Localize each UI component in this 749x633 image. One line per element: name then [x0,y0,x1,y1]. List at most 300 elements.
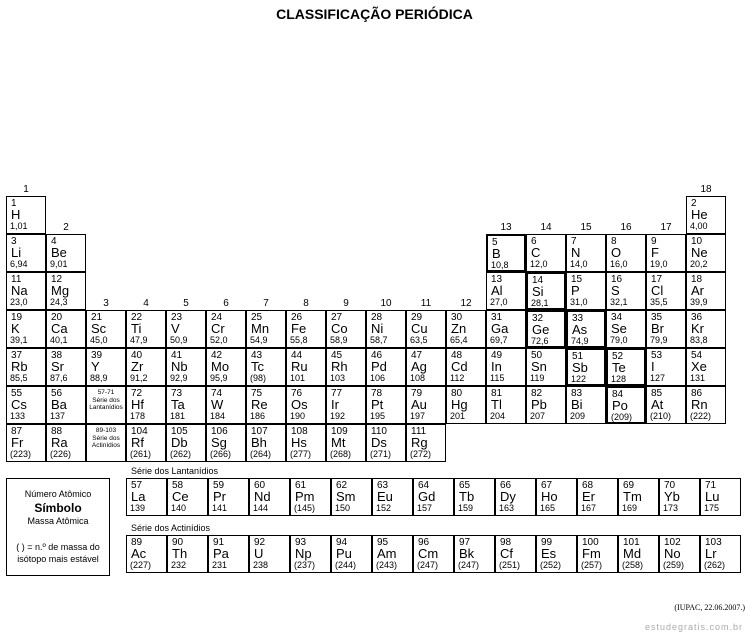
element-symbol: Nb [171,359,188,374]
atomic-number: 101 [623,537,640,548]
atomic-number: 93 [295,537,307,548]
atomic-number: 70 [664,480,676,491]
atomic-mass: 91,2 [130,373,148,383]
atomic-number: 78 [371,388,383,399]
atomic-number: 29 [411,312,423,323]
atomic-mass: (266) [210,449,232,459]
element-symbol: Cs [11,397,27,412]
element-cell-tb [454,478,495,516]
atomic-number: 12 [51,274,63,285]
atomic-mass: 231 [212,560,228,570]
atomic-mass: 232 [171,560,187,570]
atomic-number: 52 [612,351,624,362]
atomic-mass: (252) [540,560,562,570]
element-symbol: In [491,359,502,374]
atomic-mass: 27,0 [490,297,508,307]
atomic-number: 103 [705,537,722,548]
element-symbol: Er [582,489,595,504]
element-cell-br [646,310,686,348]
element-cell-tm [618,478,659,516]
atomic-mass: 163 [499,503,515,513]
atomic-mass: (210) [650,411,672,421]
atomic-number: 62 [336,480,348,491]
atomic-mass: 83,8 [690,335,708,345]
atomic-mass: 74,9 [571,336,589,346]
atomic-number: 69 [623,480,635,491]
element-cell-hf [126,386,166,424]
atomic-number: 13 [491,274,503,285]
atomic-mass: (257) [581,560,603,570]
atomic-number: 25 [251,312,263,323]
element-symbol: Te [612,360,626,375]
atomic-number: 110 [371,426,387,437]
atomic-mass: (222) [690,411,712,421]
element-symbol: Gd [418,489,436,504]
atomic-number: 45 [331,350,343,361]
atomic-mass: 4,00 [690,221,708,231]
element-symbol: Zn [451,321,467,336]
element-cell-ds [366,424,406,462]
atomic-number: 100 [582,537,599,548]
element-cell-be [46,234,86,272]
atomic-number: 108 [291,426,308,437]
atomic-mass: 238 [253,560,269,570]
element-cell-cr [206,310,246,348]
atomic-number: 87 [11,426,23,437]
atomic-number: 14 [532,275,544,286]
element-symbol: K [11,321,20,336]
element-symbol: Bk [459,546,475,561]
element-cell-sm [331,478,372,516]
element-symbol: Ds [371,435,387,450]
element-cell-cl [646,272,686,310]
element-symbol: F [651,245,659,260]
element-symbol: S [611,283,620,298]
atomic-number: 40 [131,350,143,361]
element-cell-ac [126,535,167,573]
element-symbol: Cl [651,283,664,298]
atomic-mass: 1,01 [10,221,28,231]
element-symbol: As [572,322,588,337]
element-symbol: W [211,397,224,412]
atomic-number: 17 [651,274,663,285]
element-cell-no [659,535,700,573]
atomic-mass: 16,0 [610,259,628,269]
atomic-number: 81 [491,388,503,399]
element-cell-as [566,310,606,348]
atomic-number: 86 [691,388,703,399]
atomic-number: 37 [11,350,23,361]
element-symbol: Hf [131,397,144,412]
element-symbol: Re [251,397,268,412]
legend-note-line1: ( ) = n.º de massa do [16,542,100,552]
atomic-number: 67 [541,480,553,491]
atomic-mass: (259) [663,560,685,570]
element-cell-rn [686,386,726,424]
atomic-number: 26 [291,312,303,323]
atomic-mass: 173 [663,503,679,513]
element-cell-b [486,234,526,272]
element-symbol: Md [623,546,642,561]
atomic-number: 48 [451,350,463,361]
atomic-mass: 115 [490,373,505,383]
atomic-mass: 131 [690,373,706,383]
atomic-number: 65 [459,480,471,491]
atomic-number: 63 [377,480,389,491]
element-cell-pa [208,535,249,573]
element-cell-mn [246,310,286,348]
legend-box [6,478,110,576]
element-cell-ru [286,348,326,386]
element-cell-pu [331,535,372,573]
element-symbol: Ba [51,397,67,412]
atomic-number: 57 [131,480,143,491]
element-cell-ho [536,478,577,516]
atomic-number: 30 [451,312,463,323]
atomic-mass: (261) [130,449,152,459]
atomic-number: 99 [541,537,553,548]
element-symbol: Ti [131,321,142,336]
element-cell-tc [246,348,286,386]
series-name: Série dos Actinídios [91,434,121,449]
atomic-number: 46 [371,350,383,361]
atomic-mass: (247) [417,560,439,570]
group-number-label: 15 [580,222,592,233]
atomic-mass: 54,9 [250,335,268,345]
element-symbol: Np [295,546,312,561]
atomic-mass: (262) [704,560,726,570]
element-cell-am [372,535,413,573]
atomic-mass: (145) [294,503,316,513]
element-symbol: Pd [371,359,387,374]
group-number-label: 16 [620,222,632,233]
atomic-number: 43 [251,350,263,361]
atomic-mass: 204 [490,411,506,421]
series-range: 57-71 [97,389,115,396]
atomic-mass: 85,5 [10,373,28,383]
element-symbol: Xe [691,359,707,374]
element-cell-y [86,348,126,386]
atomic-mass: 119 [530,373,545,383]
atomic-number: 105 [171,426,188,437]
atomic-number: 102 [664,537,681,548]
atomic-mass: 128 [611,374,627,384]
atomic-number: 38 [51,350,63,361]
atomic-mass: 58,9 [330,335,348,345]
element-symbol: Db [171,435,188,450]
atomic-mass: 157 [417,503,433,513]
element-symbol: Sc [91,321,107,336]
element-symbol: Mt [331,435,346,450]
atomic-number: 31 [491,312,503,323]
atomic-number: 36 [691,312,703,323]
atomic-mass: (277) [290,449,312,459]
element-symbol: Hg [451,397,468,412]
element-symbol: Ar [691,283,704,298]
atomic-mass: 14,0 [570,259,588,269]
element-symbol: Be [51,245,67,260]
element-symbol: Pb [531,397,547,412]
element-cell-es [536,535,577,573]
atomic-mass: 152 [376,503,392,513]
atomic-number: 53 [651,350,663,361]
group-number-label: 18 [700,184,712,195]
atomic-number: 2 [691,198,697,209]
atomic-number: 44 [291,350,303,361]
atomic-mass: 133 [10,411,26,421]
atomic-mass: 159 [458,503,474,513]
element-symbol: U [254,546,264,561]
atomic-number: 60 [254,480,266,491]
atomic-mass: (227) [130,560,152,570]
atomic-mass: 108 [410,373,426,383]
atomic-number: 90 [172,537,184,548]
element-symbol: O [611,245,622,260]
element-cell-sb [566,348,606,386]
element-cell-si [526,272,566,310]
element-cell-sg [206,424,246,462]
element-symbol: Pr [213,489,226,504]
source-note: (IUPAC, 22.06.2007.) [674,603,745,612]
element-symbol: Fm [582,546,601,561]
element-cell-rf [126,424,166,462]
element-symbol: Hs [291,435,307,450]
atomic-number: 49 [491,350,503,361]
atomic-mass: 47,9 [130,335,148,345]
atomic-mass: 122 [571,374,587,384]
element-symbol: Lu [705,489,720,504]
group-number-label: 4 [143,298,149,309]
atomic-number: 107 [251,426,268,437]
atomic-mass: 127 [650,373,666,383]
atomic-number: 96 [418,537,430,548]
atomic-mass: 72,6 [531,336,549,346]
element-cell-xe [686,348,726,386]
element-symbol: Cu [411,321,428,336]
atomic-mass: 50,9 [170,335,188,345]
element-cell-ga [486,310,526,348]
atomic-number: 94 [336,537,348,548]
element-symbol: Th [172,546,188,561]
element-symbol: Bi [571,397,583,412]
element-symbol: Cm [418,546,439,561]
element-cell-bk [454,535,495,573]
atomic-number: 73 [171,388,183,399]
atomic-number: 111 [411,426,427,437]
atomic-mass: 137 [50,411,66,421]
element-symbol: Ra [51,435,68,450]
element-cell-te [606,348,646,386]
atomic-number: 18 [691,274,703,285]
element-cell-s [606,272,646,310]
group-number-label: 5 [183,298,189,309]
element-symbol: Br [651,321,664,336]
element-symbol: Rn [691,397,708,412]
atomic-number: 39 [91,350,103,361]
element-symbol: Eu [377,489,393,504]
element-cell-ti [126,310,166,348]
element-cell-ta [166,386,206,424]
atomic-number: 47 [411,350,423,361]
atomic-number: 24 [211,312,223,323]
element-cell-ce [167,478,208,516]
element-symbol: Am [377,546,397,561]
atomic-mass: (209) [611,412,633,422]
atomic-number: 35 [651,312,663,323]
atomic-mass: (258) [622,560,644,570]
element-symbol: Rg [411,435,428,450]
atomic-number: 59 [213,480,225,491]
element-cell-fm [577,535,618,573]
element-symbol: Ca [51,321,68,336]
series-range: 89-103 [95,427,117,434]
element-symbol: Ge [532,322,550,337]
atomic-number: 27 [331,312,343,323]
group-number-label: 1 [23,184,29,195]
element-symbol: H [11,207,21,222]
atomic-mass: 12,0 [530,259,548,269]
atomic-number: 20 [51,312,63,323]
element-cell-fr [6,424,46,462]
atomic-mass: 28,1 [531,298,549,308]
atomic-number: 10 [691,236,703,247]
element-symbol: Tc [251,359,264,374]
atomic-number: 97 [459,537,471,548]
element-symbol: Pu [336,546,352,561]
element-cell-o [606,234,646,272]
element-cell-eu [372,478,413,516]
atomic-mass: 6,94 [10,259,28,269]
atomic-mass: (237) [294,560,316,570]
atomic-number: 88 [51,426,63,437]
element-cell-pt [366,386,406,424]
element-symbol: Rf [131,435,144,450]
element-cell-c [526,234,566,272]
series-reference-cell [86,386,126,424]
element-symbol: Si [532,284,544,299]
atomic-mass: 39,9 [690,297,708,307]
element-symbol: Bh [251,435,267,450]
element-symbol: Es [541,546,557,561]
element-cell-li [6,234,46,272]
atomic-number: 80 [451,388,463,399]
group-number-label: 12 [460,298,472,309]
atomic-number: 58 [172,480,184,491]
element-cell-pb [526,386,566,424]
atomic-mass: 195 [370,411,386,421]
atomic-number: 85 [651,388,663,399]
atomic-mass: 45,0 [90,335,108,345]
element-symbol: Nd [254,489,271,504]
element-symbol: N [571,245,581,260]
atomic-mass: 40,1 [50,335,68,345]
atomic-number: 98 [500,537,512,548]
atomic-number: 8 [611,236,617,247]
atomic-number: 72 [131,388,143,399]
element-cell-i [646,348,686,386]
group-number-label: 13 [500,222,512,233]
element-cell-th [167,535,208,573]
element-symbol: Sb [572,360,588,375]
element-symbol: Ta [171,397,185,412]
element-symbol: Mn [251,321,270,336]
atomic-mass: (251) [499,560,521,570]
element-cell-bh [246,424,286,462]
atomic-mass: 39,1 [10,335,28,345]
atomic-mass: 175 [704,503,720,513]
atomic-mass: 52,0 [210,335,228,345]
element-symbol: Ho [541,489,558,504]
atomic-mass: 79,9 [650,335,668,345]
atomic-number: 84 [612,389,624,400]
atomic-number: 77 [331,388,343,399]
atomic-number: 42 [211,350,223,361]
element-cell-rg [406,424,446,462]
atomic-mass: 112 [450,373,465,383]
atomic-number: 41 [171,350,183,361]
atomic-mass: (268) [330,449,352,459]
atomic-mass: 101 [290,373,306,383]
atomic-mass: 169 [622,503,638,513]
atomic-mass: 181 [170,411,186,421]
atomic-number: 56 [51,388,63,399]
element-cell-v [166,310,206,348]
element-symbol: Ce [172,489,189,504]
atomic-number: 79 [411,388,423,399]
atomic-number: 61 [295,480,307,491]
atomic-mass: 9,01 [50,259,68,269]
atomic-mass: 106 [370,373,386,383]
element-cell-ca [46,310,86,348]
atomic-mass: 87,6 [50,373,68,383]
element-symbol: Pt [371,397,384,412]
group-number-label: 17 [660,222,672,233]
element-symbol: Os [291,397,308,412]
element-symbol: Yb [664,489,680,504]
element-symbol: Cr [211,321,225,336]
element-symbol: Ir [331,397,339,412]
element-symbol: Y [91,359,100,374]
atomic-mass: 144 [253,503,269,513]
atomic-mass: 192 [330,411,346,421]
element-symbol: Po [612,398,628,413]
element-symbol: Al [491,283,503,298]
atomic-mass: 31,0 [570,297,588,307]
element-cell-nb [166,348,206,386]
element-cell-mo [206,348,246,386]
atomic-mass: (264) [250,449,272,459]
atomic-number: 82 [531,388,543,399]
atomic-mass: 65,4 [450,335,468,345]
atomic-mass: 150 [335,503,351,513]
atomic-number: 55 [11,388,23,399]
element-symbol: Tl [491,397,502,412]
element-symbol: Fe [291,321,307,336]
group-number-label: 14 [540,222,552,233]
atomic-mass: 186 [250,411,266,421]
legend-note-line2: isótopo mais estável [17,554,99,564]
atomic-mass: (247) [458,560,480,570]
element-cell-np [290,535,331,573]
element-symbol: Pm [295,489,315,504]
atomic-mass: 32,1 [610,297,628,307]
element-symbol: Rh [331,359,348,374]
element-cell-fe [286,310,326,348]
atomic-mass: 58,7 [370,335,388,345]
atomic-mass: 178 [130,411,146,421]
element-symbol: Sr [51,359,64,374]
element-symbol: Se [611,321,627,336]
